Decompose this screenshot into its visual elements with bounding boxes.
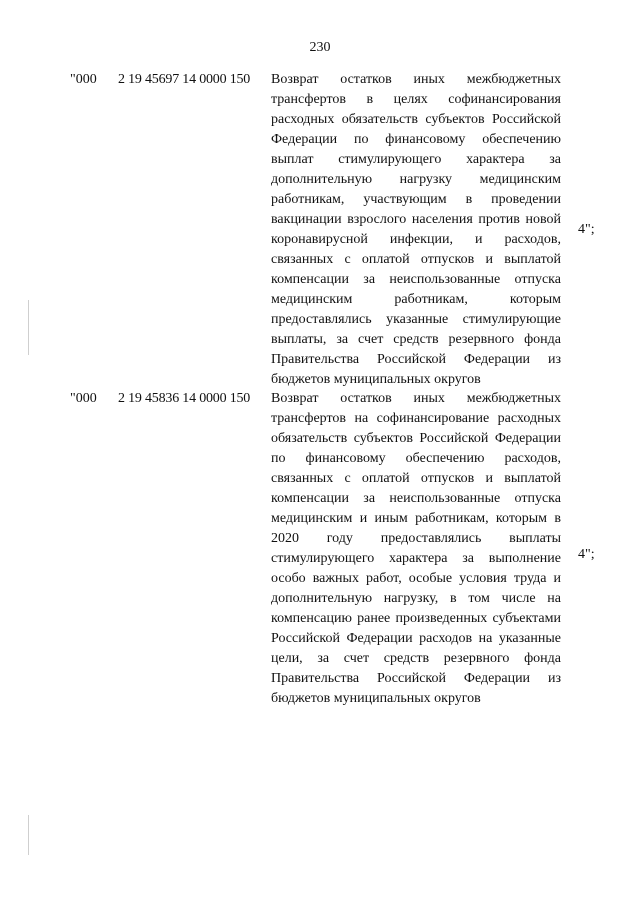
entry-admin-code: "000	[70, 72, 97, 87]
entry-suffix: 4";	[578, 547, 595, 562]
entry-suffix: 4";	[578, 222, 595, 237]
entry-description: Возврат остатков иных межбюджетных трансфертов на софинансирование расходных обязательств субъектов Российской Федерации по финансовому обеспечению расходов, связанных с оплатой отпусков и выплатой компенсации за неиспользованные отпуска медицинским и иным работникам, которым в 2020 году предоставлялись выплаты стимулирующего характера за выполнение особо важных работ, особые условия труда и дополнительную нагрузку, в том числе на компенсацию ранее произведенных субъектами Российской Федерации расходов на указанные цели, за счет средств резервного фонда Правительства Российской Федерации из бюджетов муниципальных округов	[271, 391, 561, 706]
entry-admin-code: "000	[70, 391, 97, 406]
scan-margin-mark	[28, 815, 29, 855]
page-number: 230	[309, 40, 331, 55]
entry-description: Возврат остатков иных межбюджетных трансфертов в целях софинансирования расходных обязательств субъектов Российской Федерации по финансовому обеспечению выплат стимулирующего характера за дополнительную нагрузку медицинским работникам, участвующим в проведении вакцинации взрослого населения против новой коронавирусной инфекции, и расходов, связанных с оплатой отпусков и выплатой компенсации за неиспользованные отпуска медицинским работникам, которым предоставлялись указанные стимулирующие выплаты, за счет средств резервного фонда Правительства Российской Федерации из бюджетов муниципальных округов	[271, 72, 561, 387]
scan-margin-mark	[28, 300, 29, 355]
entry-classification-code: 2 19 45836 14 0000 150	[118, 391, 251, 406]
entry-classification-code: 2 19 45697 14 0000 150	[118, 72, 251, 87]
